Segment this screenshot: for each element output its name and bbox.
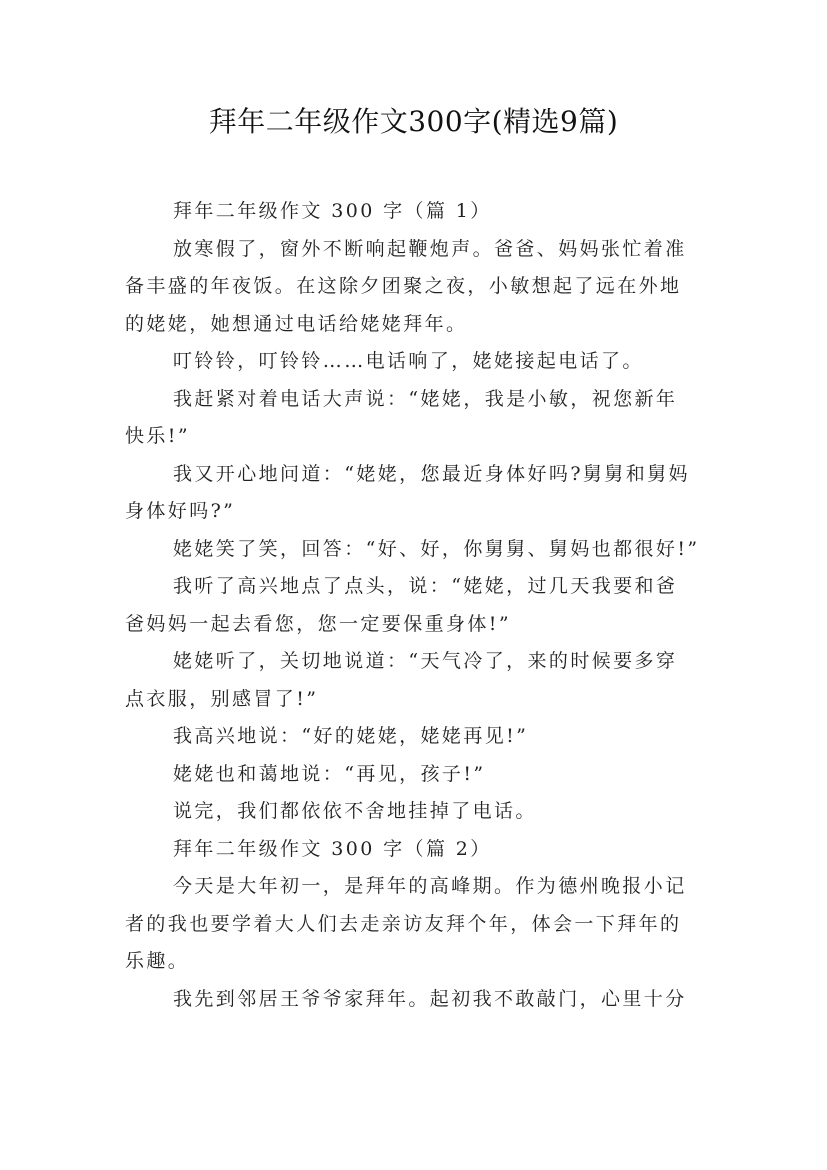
text-line: 姥姥听了，关切地说道：“天气冷了，来的时候要多穿 (173, 650, 678, 672)
text-line: 我先到邻居王爷爷家拜年。起初我不敢敲门，心里十分 (173, 987, 687, 1010)
text-line: 身体好吗?” (125, 500, 236, 522)
text-line: 快乐!” (125, 425, 190, 447)
document-title: 拜年二年级作文300字(精选9篇) (208, 105, 619, 138)
text-line: 姥姥笑了笑，回答：“好、好，你舅舅、舅妈也都很好!” (173, 537, 700, 560)
text-line: 叮铃铃，叮铃铃……电话响了，姥姥接起电话了。 (173, 350, 644, 372)
text-line: 爸妈妈一起去看您，您一定要保重身体!” (125, 612, 511, 635)
text-line: 我又开心地问道：“姥姥，您最近身体好吗?舅舅和舅妈 (173, 462, 690, 485)
text-line: 说完，我们都依依不舍地挂掉了电话。 (173, 800, 537, 822)
text-line: 放寒假了，窗外不断响起鞭炮声。爸爸、妈妈张忙着准 (173, 237, 687, 260)
text-line: 拜年二年级作文 300 字（篇 2） (173, 837, 492, 860)
text-line: 的姥姥，她想通过电话给姥姥拜年。 (125, 312, 468, 335)
text-line: 我听了高兴地点了点头，说：“姥姥，过几天我要和爸 (173, 575, 678, 597)
document-body (125, 193, 705, 1018)
text-line: 姥姥也和蔼地说：“再见，孩子!” (173, 762, 486, 785)
text-line: 我高兴地说：“好的姥姥，姥姥再见!” (173, 725, 529, 747)
text-line: 今天是大年初一，是拜年的高峰期。作为德州晚报小记 (173, 875, 687, 897)
text-line: 乐趣。 (125, 950, 190, 972)
text-line: 点衣服，别感冒了!” (125, 687, 319, 710)
text-line: 备丰盛的年夜饭。在这除夕团聚之夜，小敏想起了远在外地 (125, 275, 682, 297)
text-line: 者的我也要学着大人们去走亲访友拜个年，体会一下拜年的 (125, 912, 682, 935)
text-line: 拜年二年级作文 300 字（篇 1） (173, 200, 492, 222)
text-line: 我赶紧对着电话大声说：“姥姥，我是小敏，祝您新年 (173, 387, 678, 410)
